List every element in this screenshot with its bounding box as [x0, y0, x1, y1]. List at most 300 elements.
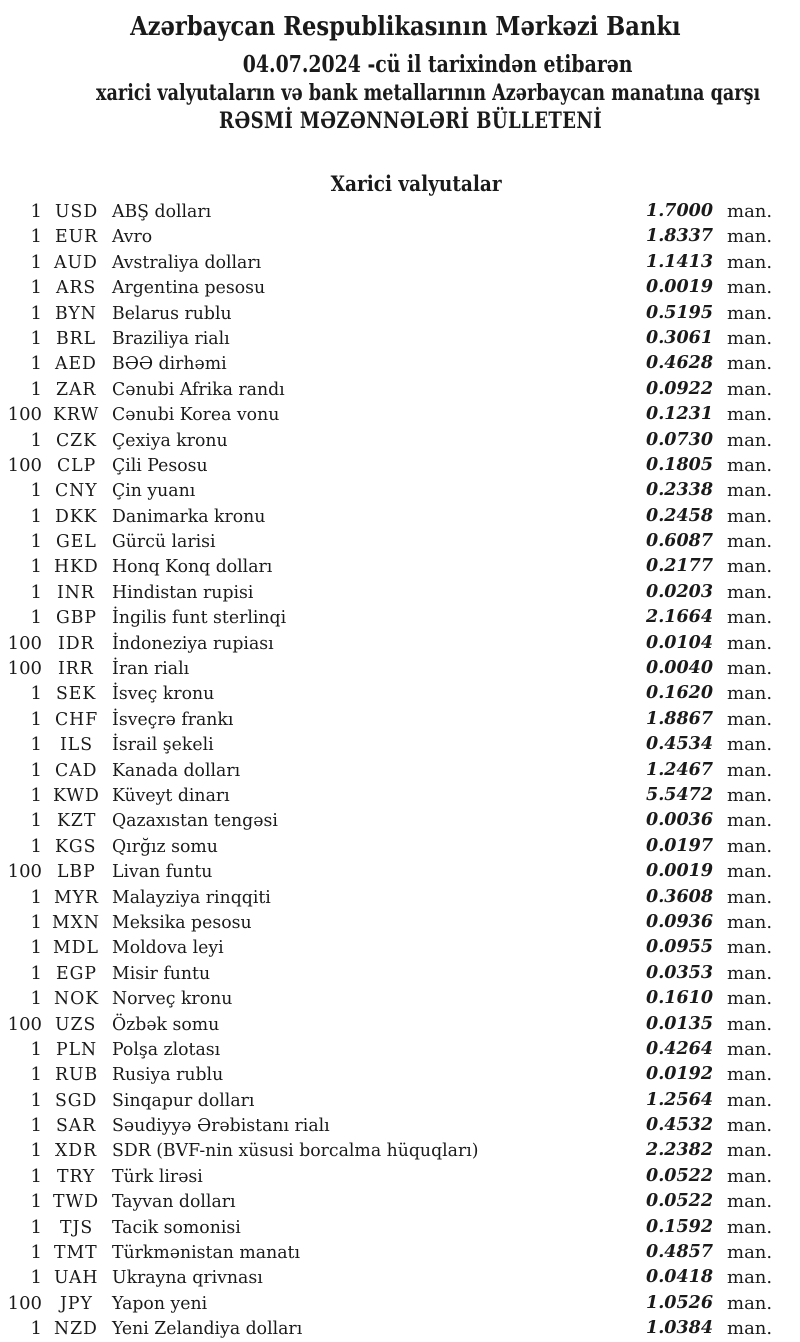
currency-quantity: 1	[30, 708, 42, 730]
currency-name-text: Norveç kronu	[112, 988, 233, 1010]
currency-name-text: Danimarka kronu	[112, 505, 266, 527]
currency-name	[112, 681, 603, 706]
currency-code-text: RUB	[54, 1064, 98, 1086]
currency-unit-label: man.	[727, 1089, 773, 1111]
currency-name	[112, 1291, 603, 1316]
currency-name	[112, 1265, 603, 1290]
currency-unit-label: man.	[727, 835, 773, 857]
rate-row	[0, 910, 800, 935]
section-title-foreign-currencies	[16, 171, 800, 198]
currency-rate: 0.4532	[646, 1115, 713, 1136]
currency-quantity: 1	[30, 251, 42, 273]
currency-code-text: GBP	[55, 607, 97, 629]
currency-quantity: 100	[7, 404, 42, 426]
currency-code	[42, 402, 112, 427]
currency-quantity: 1	[30, 581, 42, 603]
currency-name	[112, 605, 603, 630]
rate-row	[0, 1088, 800, 1113]
currency-name-text: Kanada dolları	[112, 759, 241, 781]
currency-unit-label: man.	[727, 1292, 773, 1314]
rate-row	[0, 1291, 800, 1316]
currency-rate: 0.0353	[646, 962, 713, 983]
currency-quantity: 1	[30, 505, 42, 527]
currency-rate: 0.2177	[646, 556, 713, 577]
currency-name	[112, 275, 603, 300]
effective-date-text: 04.07.2024 -cü il tarixindən etibarən	[243, 51, 633, 78]
currency-rate: 1.0526	[646, 1292, 713, 1313]
rate-row	[0, 935, 800, 960]
currency-unit-label: man.	[727, 454, 773, 476]
currency-quantity: 1	[30, 1318, 42, 1340]
currency-name	[112, 935, 603, 960]
currency-quantity: 100	[7, 1013, 42, 1035]
currency-quantity: 1	[30, 1242, 42, 1264]
currency-name-text: ABŞ dolları	[112, 201, 212, 222]
currency-name-text: Moldova leyi	[112, 937, 224, 959]
currency-unit-label: man.	[727, 1140, 773, 1162]
currency-code	[42, 224, 112, 249]
currency-unit-label: man.	[727, 1318, 773, 1340]
currency-quantity: 1	[30, 1165, 42, 1187]
currency-code	[42, 605, 112, 630]
currency-name	[112, 478, 603, 503]
currency-code	[42, 478, 112, 503]
currency-rate: 0.1805	[646, 454, 713, 475]
currency-name-text: Rusiya rublu	[112, 1064, 224, 1086]
currency-code-text: IDR	[57, 632, 95, 654]
currency-name	[112, 1088, 603, 1113]
currency-quantity: 1	[30, 683, 42, 705]
currency-unit-label: man.	[727, 1064, 773, 1086]
currency-name	[112, 808, 603, 833]
currency-name	[112, 1316, 603, 1341]
currency-name	[112, 351, 603, 376]
currency-name	[112, 1164, 603, 1189]
currency-code-text: MYR	[53, 886, 99, 908]
currency-code	[42, 377, 112, 402]
currency-code	[42, 1012, 112, 1037]
currency-code-text: TJS	[59, 1216, 93, 1238]
currency-code-text: XDR	[55, 1140, 98, 1162]
currency-code	[42, 1138, 112, 1163]
rate-row	[0, 351, 800, 376]
rate-row	[0, 885, 800, 910]
rate-row	[0, 631, 800, 656]
currency-code	[42, 301, 112, 326]
currency-unit-label: man.	[727, 810, 773, 832]
currency-code	[42, 859, 112, 884]
currency-name-text: İran rialı	[112, 658, 190, 680]
currency-code	[42, 732, 112, 757]
currency-name-text: Avro	[112, 226, 153, 248]
currency-name	[112, 631, 603, 656]
currency-rate: 0.1620	[646, 683, 713, 704]
rate-row	[0, 1012, 800, 1037]
bulletin-header	[0, 0, 800, 136]
currency-code-text: USD	[54, 201, 98, 222]
currency-name-text: Qazaxıstan tengəsi	[112, 810, 278, 832]
currency-name	[112, 758, 603, 783]
currency-quantity: 1	[30, 1216, 42, 1238]
currency-quantity: 1	[30, 988, 42, 1010]
rate-row	[0, 1113, 800, 1138]
currency-unit-label: man.	[727, 353, 773, 375]
currency-quantity: 1	[30, 201, 42, 222]
section-title-text: Xarici valyutalar	[330, 171, 502, 196]
currency-unit-label: man.	[727, 911, 773, 933]
currency-code	[42, 935, 112, 960]
currency-name	[112, 986, 603, 1011]
currency-name-text: Avstraliya dolları	[112, 251, 262, 273]
currency-code-text: JPY	[59, 1292, 93, 1314]
currency-rate: 1.1413	[646, 251, 713, 272]
rate-row	[0, 580, 800, 605]
currency-name	[112, 1012, 603, 1037]
currency-quantity: 100	[7, 632, 42, 654]
currency-code	[42, 453, 112, 478]
currency-unit-label: man.	[727, 327, 773, 349]
rate-row	[0, 656, 800, 681]
currency-code-text: SAR	[56, 1115, 97, 1137]
currency-rate: 0.2338	[646, 480, 713, 501]
rate-row	[0, 758, 800, 783]
currency-name	[112, 859, 603, 884]
currency-quantity: 1	[30, 277, 42, 299]
currency-rate: 1.0384	[646, 1318, 713, 1339]
currency-code-text: KZT	[56, 810, 96, 832]
currency-quantity: 1	[30, 531, 42, 553]
currency-name-text: Türkmənistan manatı	[112, 1242, 300, 1264]
currency-rate: 0.5195	[646, 302, 713, 323]
currency-name-text: Özbək somu	[112, 1013, 220, 1035]
bank-name	[5, 11, 800, 46]
currency-name-text: Ukrayna qrivnası	[112, 1267, 263, 1289]
rate-row	[0, 377, 800, 402]
currency-name	[112, 504, 603, 529]
currency-code	[42, 1316, 112, 1341]
currency-code-text: MDL	[53, 937, 99, 959]
currency-quantity: 1	[30, 962, 42, 984]
rate-row	[0, 224, 800, 249]
currency-unit-label: man.	[727, 581, 773, 603]
currency-rate: 2.1664	[646, 607, 713, 628]
currency-quantity: 1	[30, 1038, 42, 1060]
currency-rate: 0.0040	[646, 658, 713, 679]
currency-unit-label: man.	[727, 1115, 773, 1137]
currency-unit-label: man.	[727, 226, 773, 248]
currency-name-text: Qırğız somu	[112, 835, 218, 857]
currency-code-text: NOK	[53, 988, 99, 1010]
rate-row	[0, 986, 800, 1011]
rate-row	[0, 1215, 800, 1240]
currency-code	[42, 681, 112, 706]
currency-code-text: TRY	[57, 1165, 96, 1187]
currency-unit-label: man.	[727, 861, 773, 883]
currency-unit-label: man.	[727, 1013, 773, 1035]
currency-rate: 0.0036	[646, 810, 713, 831]
currency-unit-label: man.	[727, 1267, 773, 1289]
rate-row	[0, 834, 800, 859]
currency-unit-label: man.	[727, 1165, 773, 1187]
currency-unit-label: man.	[727, 556, 773, 578]
currency-name-text: Yapon yeni	[112, 1292, 208, 1314]
currency-quantity: 1	[30, 302, 42, 324]
currency-code-text: SGD	[54, 1089, 98, 1111]
currency-code	[42, 885, 112, 910]
currency-name	[112, 732, 603, 757]
currency-code	[42, 199, 112, 224]
currency-unit-label: man.	[727, 302, 773, 324]
currency-quantity: 100	[7, 861, 42, 883]
currency-name-text: Meksika pesosu	[112, 911, 252, 933]
currency-code	[42, 1037, 112, 1062]
currency-quantity: 1	[30, 353, 42, 375]
currency-name	[112, 428, 603, 453]
currency-quantity: 1	[30, 734, 42, 756]
currency-rate: 1.2467	[646, 759, 713, 780]
currency-rate: 0.0135	[646, 1013, 713, 1034]
currency-unit-label: man.	[727, 1242, 773, 1264]
currency-code-text: SEK	[56, 683, 97, 705]
rate-row	[0, 326, 800, 351]
currency-name-text: İngilis funt sterlinqi	[112, 607, 287, 629]
currency-quantity: 1	[30, 429, 42, 451]
currency-name	[112, 1189, 603, 1214]
currency-unit-label: man.	[727, 378, 773, 400]
currency-name-text: Çexiya kronu	[112, 429, 228, 451]
rate-row	[0, 961, 800, 986]
currency-quantity: 1	[30, 1115, 42, 1137]
currency-code-text: CZK	[55, 429, 97, 451]
currency-code	[42, 554, 112, 579]
currency-rate: 0.4264	[646, 1038, 713, 1059]
currency-rate: 1.2564	[646, 1089, 713, 1110]
rate-row	[0, 453, 800, 478]
currency-code-text: CLP	[56, 454, 96, 476]
currency-name-text: BƏƏ dirhəmi	[112, 353, 227, 375]
currency-name-text: Argentina pesosu	[112, 277, 266, 299]
currency-unit-label: man.	[727, 784, 773, 806]
currency-code-text: CAD	[54, 759, 98, 781]
rate-row	[0, 1062, 800, 1087]
currency-quantity: 1	[30, 480, 42, 502]
rate-row	[0, 605, 800, 630]
currency-code-text: ZAR	[55, 378, 97, 400]
currency-unit-label: man.	[727, 886, 773, 908]
rate-row	[0, 1138, 800, 1163]
currency-name-text: İsveç kronu	[112, 683, 215, 705]
currency-code-text: INR	[57, 581, 96, 603]
currency-unit-label: man.	[727, 1038, 773, 1060]
currency-rate: 0.0197	[646, 835, 713, 856]
currency-rate: 0.0192	[646, 1064, 713, 1085]
rate-row	[0, 732, 800, 757]
currency-name-text: Hindistan rupisi	[112, 581, 254, 603]
bulletin-title-text: RƏSMİ MƏZƏNNƏLƏRİ BÜLLETENİ	[219, 108, 603, 134]
currency-code	[42, 961, 112, 986]
currency-code-text: TWD	[53, 1191, 100, 1213]
currency-unit-label: man.	[727, 531, 773, 553]
currency-unit-label: man.	[727, 962, 773, 984]
currency-code	[42, 351, 112, 376]
currency-name	[112, 529, 603, 554]
currency-name-text: Səudiyyə Ərəbistanı rialı	[112, 1115, 330, 1137]
currency-name-text: Belarus rublu	[112, 302, 232, 324]
rate-row	[0, 504, 800, 529]
currency-code-text: ILS	[59, 734, 93, 756]
currency-unit-label: man.	[727, 1191, 773, 1213]
currency-rate: 0.4534	[646, 734, 713, 755]
currency-name-text: Tacik somonisi	[112, 1216, 241, 1238]
currency-unit-label: man.	[727, 658, 773, 680]
currency-quantity: 1	[30, 607, 42, 629]
currency-rate: 5.5472	[646, 784, 713, 805]
currency-name	[112, 199, 603, 224]
currency-rate: 0.0522	[646, 1191, 713, 1212]
currency-rate: 0.0955	[646, 937, 713, 958]
currency-name-text: Cənubi Korea vonu	[112, 404, 280, 426]
currency-name	[112, 580, 603, 605]
currency-code	[42, 783, 112, 808]
rate-row	[0, 275, 800, 300]
currency-code-text: MXN	[52, 911, 100, 933]
currency-code-text: HKD	[53, 556, 99, 578]
currency-rate: 0.1610	[646, 988, 713, 1009]
currency-name	[112, 250, 603, 275]
currency-name	[112, 377, 603, 402]
currency-rate: 1.8337	[646, 226, 713, 247]
currency-code	[42, 910, 112, 935]
currency-name-text: Misir funtu	[112, 962, 211, 984]
currency-name-text: Sinqapur dolları	[112, 1089, 255, 1111]
currency-quantity: 1	[30, 886, 42, 908]
currency-code	[42, 1062, 112, 1087]
currency-code-text: NZD	[54, 1318, 99, 1340]
currency-code-text: BYN	[55, 302, 98, 324]
currency-quantity: 1	[30, 937, 42, 959]
currency-code-text: UZS	[55, 1013, 97, 1035]
currency-rate: 0.3061	[646, 327, 713, 348]
currency-code	[42, 529, 112, 554]
rate-row	[0, 1240, 800, 1265]
currency-rate: 0.3608	[646, 886, 713, 907]
currency-name	[112, 1240, 603, 1265]
currency-code-text: ARS	[56, 277, 97, 299]
currency-code-text: KRW	[52, 404, 100, 426]
currency-unit-label: man.	[727, 505, 773, 527]
currency-rate: 0.4628	[646, 353, 713, 374]
currency-unit-label: man.	[727, 429, 773, 451]
currency-quantity: 100	[7, 658, 42, 680]
currency-quantity: 100	[7, 454, 42, 476]
currency-unit-label: man.	[727, 937, 773, 959]
currency-name-text: Braziliya rialı	[112, 327, 230, 349]
currency-code-text: BRL	[56, 327, 97, 349]
currency-name-text: Livan funtu	[112, 861, 213, 883]
currency-code	[42, 1291, 112, 1316]
currency-name	[112, 885, 603, 910]
bulletin-subtitle-text: xarici valyutaların və bank metallarının Azərbaycan manatına qarşı	[96, 80, 761, 106]
currency-name	[112, 834, 603, 859]
currency-name-text: Türk lirəsi	[112, 1165, 203, 1187]
currency-unit-label: man.	[727, 251, 773, 273]
currency-rate: 0.4857	[646, 1242, 713, 1263]
currency-code	[42, 707, 112, 732]
currency-name-text: Gürcü larisi	[112, 531, 216, 553]
currency-rate: 0.6087	[646, 531, 713, 552]
currency-code	[42, 250, 112, 275]
bulletin-title	[11, 108, 800, 136]
rate-row	[0, 1265, 800, 1290]
currency-name-text: Malayziya rinqqiti	[112, 886, 271, 908]
currency-rate: 0.0019	[646, 861, 713, 882]
currency-quantity: 1	[30, 835, 42, 857]
currency-code	[42, 580, 112, 605]
currency-rate: 0.0418	[646, 1267, 713, 1288]
currency-rate: 2.2382	[646, 1140, 713, 1161]
currency-code	[42, 834, 112, 859]
currency-code-text: PLN	[55, 1038, 97, 1060]
currency-code-text: AUD	[54, 251, 98, 273]
currency-code	[42, 504, 112, 529]
currency-name	[112, 554, 603, 579]
currency-name-text: Honq Konq dolları	[112, 556, 273, 578]
currency-name	[112, 910, 603, 935]
currency-name	[112, 656, 603, 681]
rate-row	[0, 859, 800, 884]
currency-code	[42, 1164, 112, 1189]
currency-unit-label: man.	[727, 404, 773, 426]
currency-unit-label: man.	[727, 734, 773, 756]
currency-unit-label: man.	[727, 759, 773, 781]
currency-name	[112, 1062, 603, 1087]
rate-row	[0, 402, 800, 427]
currency-name	[112, 224, 603, 249]
rate-row	[0, 301, 800, 326]
currency-code	[42, 326, 112, 351]
currency-name	[112, 402, 603, 427]
rate-row	[0, 1037, 800, 1062]
rate-row	[0, 1189, 800, 1214]
currency-code	[42, 986, 112, 1011]
currency-rate: 0.0019	[646, 277, 713, 298]
currency-code	[42, 1189, 112, 1214]
rate-row	[0, 529, 800, 554]
currency-unit-label: man.	[727, 480, 773, 502]
currency-quantity: 1	[30, 1191, 42, 1213]
currency-name	[112, 453, 603, 478]
currency-unit-label: man.	[727, 201, 773, 222]
currency-name-text: Çili Pesosu	[112, 454, 208, 476]
bank-name-text: Azərbaycan Respublikasının Mərkəzi Bankı	[129, 12, 681, 42]
currency-unit-label: man.	[727, 708, 773, 730]
currency-rate: 0.1231	[646, 404, 713, 425]
currency-name	[112, 707, 603, 732]
rate-row	[0, 428, 800, 453]
currency-code-text: GEL	[55, 531, 97, 553]
currency-code-text: KGS	[55, 835, 97, 857]
currency-name	[112, 961, 603, 986]
currency-code-text: KWD	[52, 784, 100, 806]
currency-rate: 0.0104	[646, 632, 713, 653]
currency-name	[112, 1215, 603, 1240]
currency-name	[112, 1037, 603, 1062]
currency-name	[112, 1138, 603, 1163]
currency-code-text: EUR	[54, 226, 98, 248]
bulletin-subtitle	[13, 81, 800, 107]
currency-quantity: 1	[30, 1064, 42, 1086]
currency-code	[42, 656, 112, 681]
